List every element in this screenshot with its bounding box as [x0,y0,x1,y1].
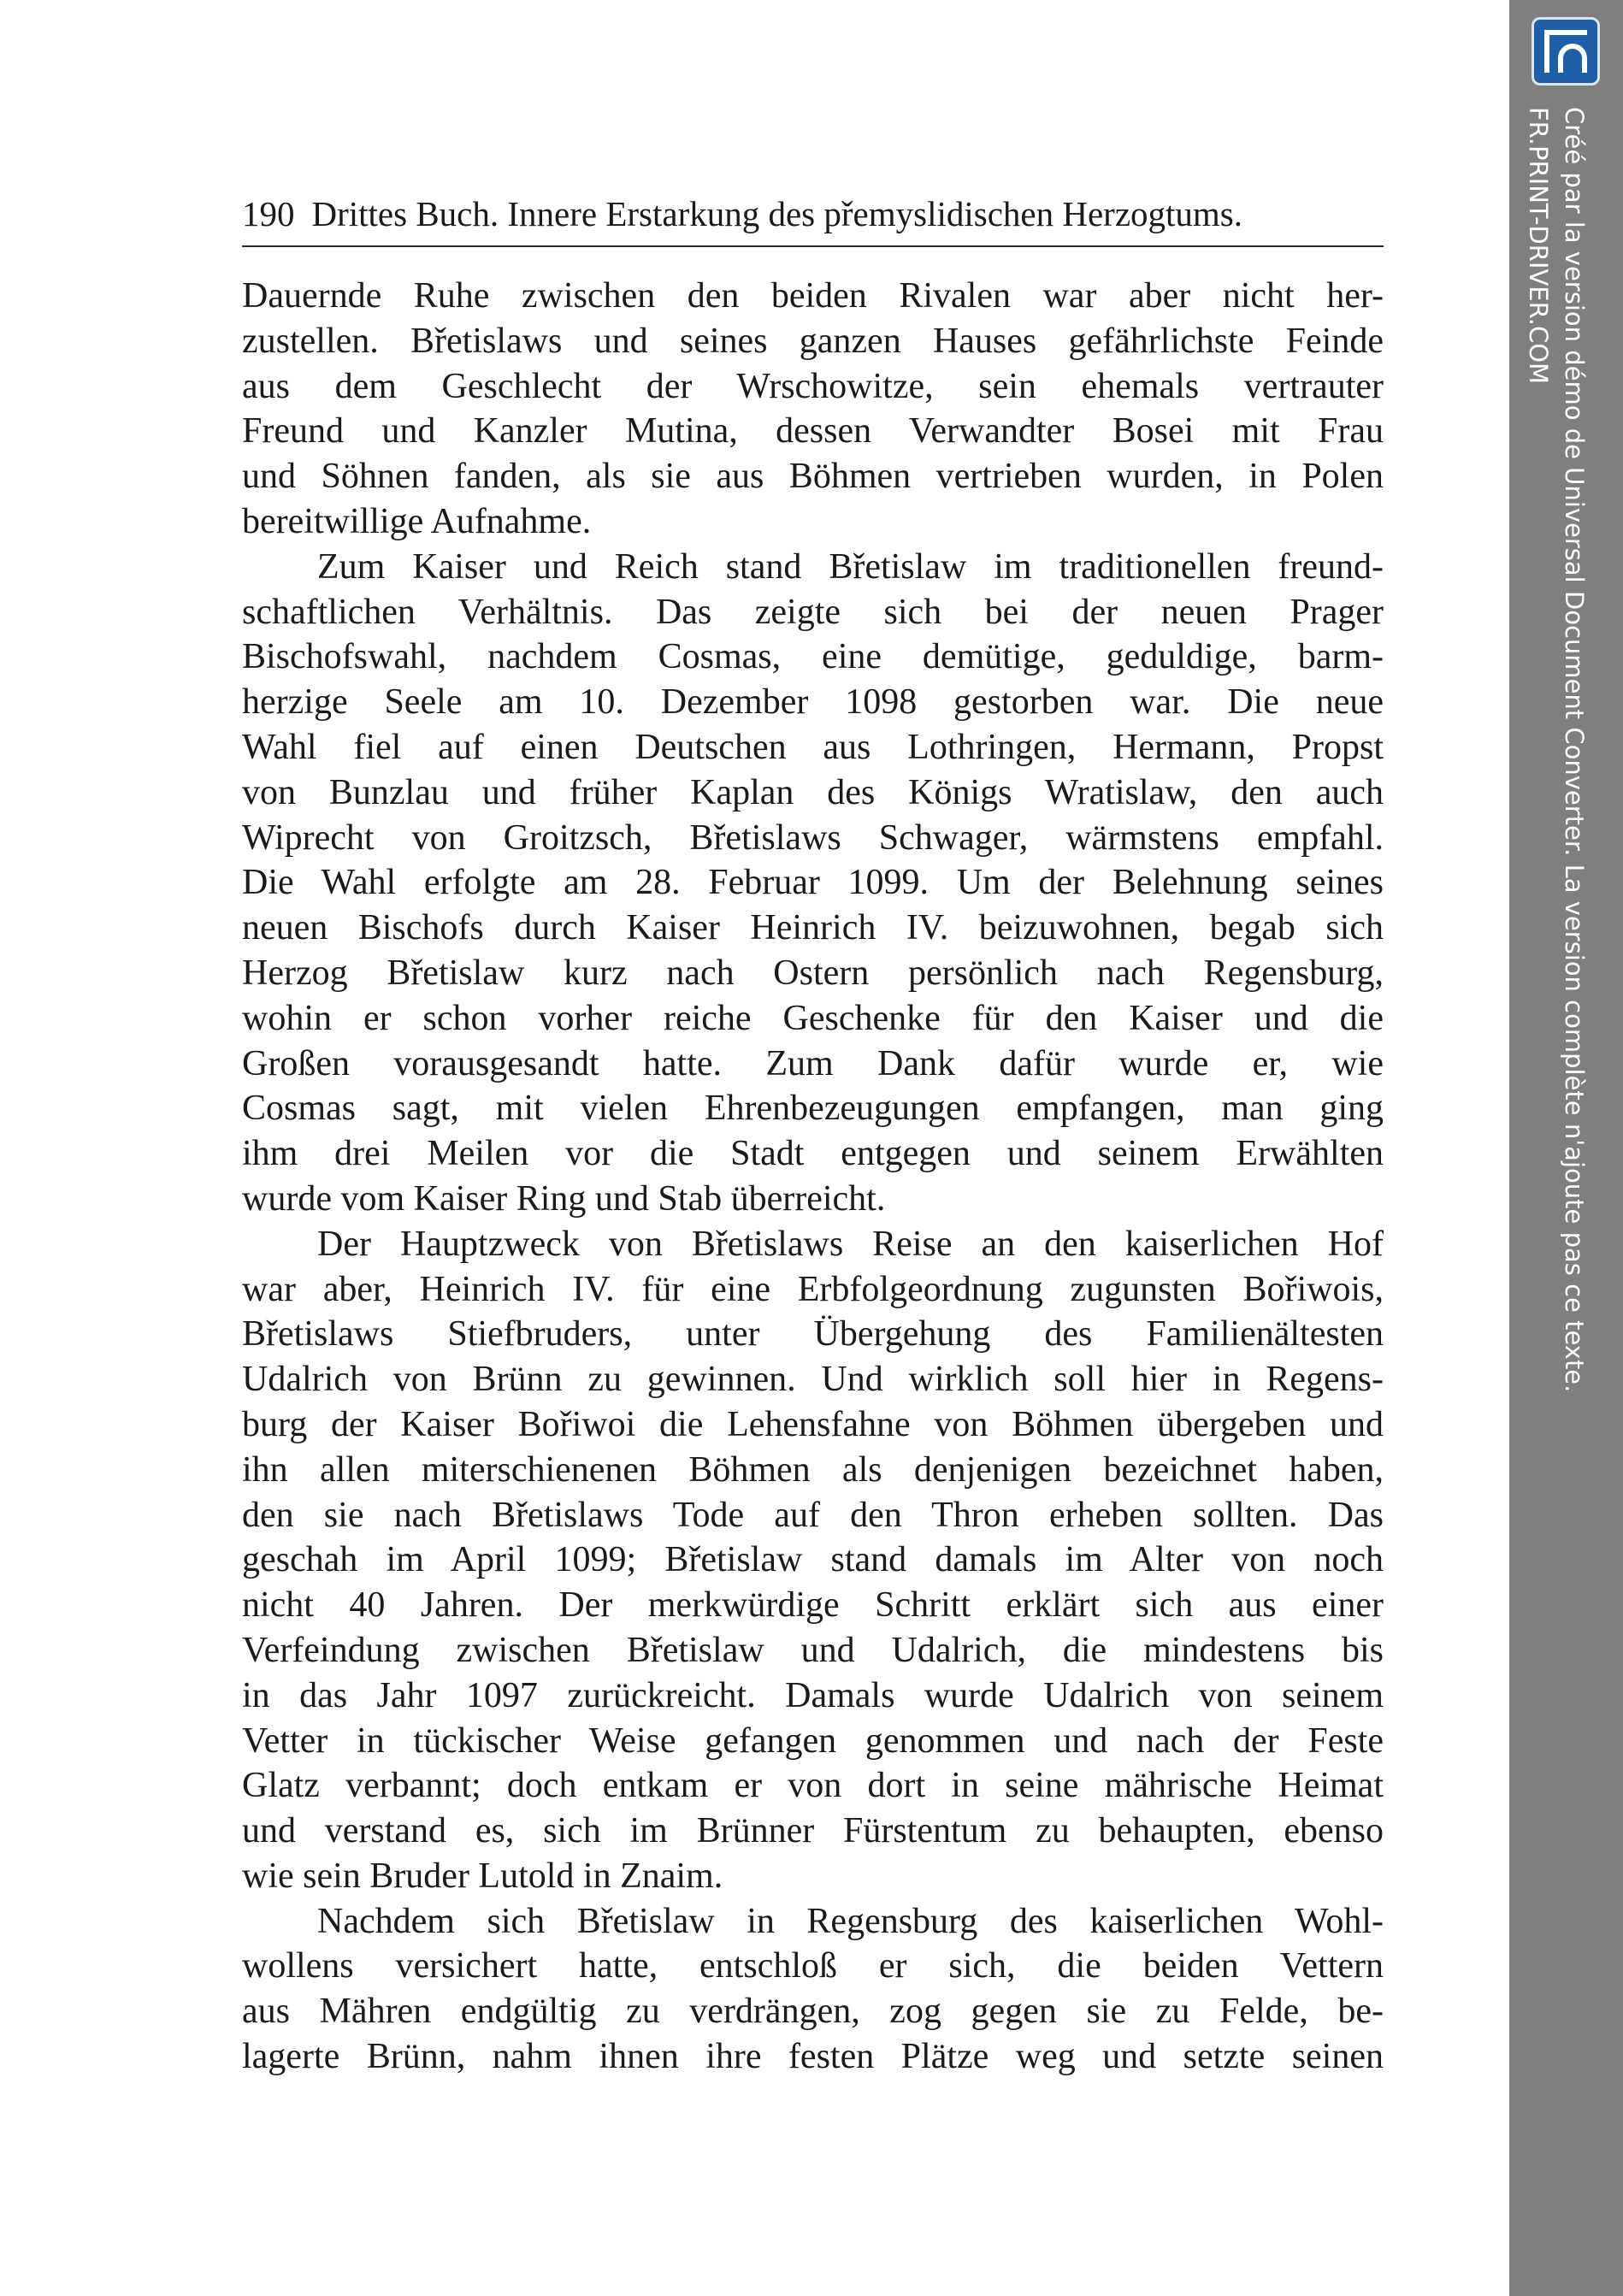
running-header [242,188,1384,239]
text-line: ihn allen miterschienenen Böhmen als denjenigen bezeichnet haben, [242,1449,1384,1490]
text-line: Wahl fiel auf einen Deutschen aus Lothringen, Hermann, Propst [242,727,1384,767]
converter-logo-icon [1532,17,1600,86]
logo-arch-shape [1558,44,1587,73]
text-line: Großen vorausgesandt hatte. Zum Dank dafür wurde er, wie [242,1043,1384,1083]
text-line: Cosmas sagt, mit vielen Ehrenbezeugungen empfangen, man ging [242,1089,1384,1129]
text-line: wohin er schon vorher reiche Geschenke für den Kaiser und die [242,998,1384,1038]
text-line: Nachdem sich Břetislaw in Regensburg des kaiserlichen Wohl- [317,1901,1384,1941]
text-line: und verstand es, sich im Brünner Fürstentum zu behaupten, ebenso [242,1811,1384,1851]
text-line: Wiprecht von Groitzsch, Břetislaws Schwager, wärmstens empfahl. [242,817,1384,858]
text-line: geschah im April 1099; Břetislaw stand damals im Alter von noch [242,1540,1384,1580]
text-line: schaftlichen Verhältnis. Das zeigte sich bei der neuen Prager [242,592,1384,632]
text-line: Vetter in tückischer Weise gefangen genommen und nach der Feste [242,1721,1384,1761]
text-line: Herzog Břetislaw kurz nach Ostern persönlich nach Regensburg, [242,953,1384,993]
text-line: war aber, Heinrich IV. für eine Erbfolgeordnung zugunsten Bořiwois, [242,1269,1384,1309]
watermark-line-2: FR.PRINT-DRIVER.COM [1524,107,1553,385]
text-line: Der Hauptzweck von Břetislaws Reise an den kaiserlichen Hof [317,1224,1384,1264]
watermark-text [1520,107,1592,1392]
text-line: nicht 40 Jahren. Der merkwürdige Schritt erklärt sich aus einer [242,1585,1384,1626]
text-line: von Bunzlau und früher Kaplan des Königs Wratislaw, den auch [242,772,1384,812]
text-line: Verfeindung zwischen Břetislaw und Udalrich, die mindestens bis [242,1630,1384,1670]
text-line: Zum Kaiser und Reich stand Břetislaw im traditionellen freund- [317,546,1384,587]
text-line: ihm drei Meilen vor die Stadt entgegen und seinem Erwählten [242,1134,1384,1174]
text-line: aus dem Geschlecht der Wrschowitze, sein ehemals vertrauter [242,366,1384,406]
text-line: Bischofswahl, nachdem Cosmas, eine demütige, geduldige, barm- [242,637,1384,677]
text-line: Dauernde Ruhe zwischen den beiden Rivalen war aber nicht her- [242,276,1384,316]
text-line: zustellen. Břetislaws und seines ganzen Hauses gefährlichste Feinde [242,321,1384,361]
text-line: lagerte Brünn, nahm ihnen ihre festen Plätze weg und setzte seinen [242,2037,1384,2077]
text-line: neuen Bischofs durch Kaiser Heinrich IV. beizuwohnen, begab sich [242,908,1384,948]
text-line: den sie nach Břetislaws Tode auf den Thron erheben sollten. Das [242,1495,1384,1535]
text-line: herzige Seele am 10. Dezember 1098 gestorben war. Die neue [242,682,1384,723]
header-rule [242,245,1384,247]
text-line: bereitwillige Aufnahme. [242,501,592,541]
text-line: Freund und Kanzler Mutina, dessen Verwandter Bosei mit Frau [242,411,1384,452]
page-number: 190 [242,194,295,233]
text-line: Glatz verbannt; doch entkam er von dort in seine mährische Heimat [242,1766,1384,1806]
body-text [242,274,1384,2080]
text-line: burg der Kaiser Bořiwoi die Lehensfahne von Böhmen übergeben und [242,1404,1384,1444]
text-line: Udalrich von Brünn zu gewinnen. Und wirklich soll hier in Regens- [242,1360,1384,1400]
text-line: in das Jahr 1097 zurückreicht. Damals wurde Udalrich von seinem [242,1675,1384,1715]
text-line: und Söhnen fanden, als sie aus Böhmen vertrieben wurden, in Polen [242,457,1384,497]
text-line: aus Mähren endgültig zu verdrängen, zog gegen sie zu Felde, be- [242,1992,1384,2032]
text-line: wurde vom Kaiser Ring und Stab überreicht. [242,1178,886,1219]
text-line: Břetislaws Stiefbruders, unter Übergehung des Familienältesten [242,1314,1384,1355]
watermark-line-1: Créé par la version démo de Universal Document Converter. La version complète n'ajoute pas ce texte. [1560,107,1589,1393]
text-line: wollens versichert hatte, entschloß er sich, die beiden Vettern [242,1946,1384,1986]
text-line: wie sein Bruder Lutold in Znaim. [242,1856,723,1896]
running-title: Drittes Buch. Innere Erstarkung des přemyslidischen Herzogtums. [311,194,1243,233]
text-line: Die Wahl erfolgte am 28. Februar 1099. Um der Belehnung seines [242,863,1384,903]
